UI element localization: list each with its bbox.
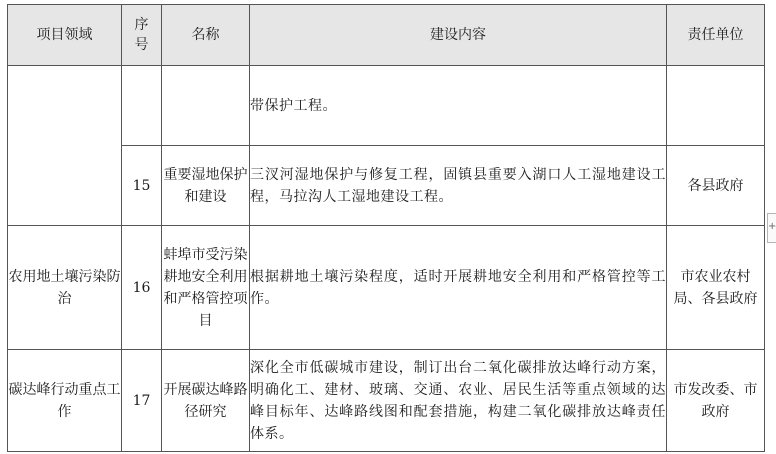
plus-icon: +	[768, 221, 776, 232]
project-content: 根据耕地土壤污染程度，适时开展耕地安全利用和严格管控等工作。	[250, 226, 667, 350]
responsible-unit	[667, 66, 765, 146]
area-cell: 碳达峰行动重点工作	[8, 350, 122, 452]
project-name: 蚌埠市受污染耕地安全利用和严格管控项目	[162, 226, 250, 350]
project-name: 开展碳达峰路径研究	[162, 350, 250, 452]
expand-handle[interactable]	[767, 213, 776, 243]
project-table	[7, 4, 765, 452]
header-area: 项目领域	[8, 5, 122, 66]
header-name: 名称	[162, 5, 250, 66]
row-number: 15	[122, 146, 162, 226]
area-cell	[8, 66, 122, 226]
table-row	[8, 350, 765, 452]
project-content: 深化全市低碳城市建设，制订出台二氧化碳排放达峰行动方案，明确化工、建材、玻璃、交通、农业、居民生活等重点领域的达峰目标年、达峰路线图和配套措施，构建二氧化碳排放达峰责任体系。	[250, 350, 667, 452]
area-cell: 农用地土壤污染防治	[8, 226, 122, 350]
row-number	[122, 66, 162, 146]
header-content: 建设内容	[250, 5, 667, 66]
project-content: 三汊河湿地保护与修复工程，固镇县重要入湖口人工湿地建设工程，马拉沟人工湿地建设工程。	[250, 146, 667, 226]
header-row	[8, 5, 765, 66]
project-name: 重要湿地保护和建设	[162, 146, 250, 226]
table-row	[8, 146, 765, 226]
responsible-unit: 市农业农村局、各县政府	[667, 226, 765, 350]
row-number: 16	[122, 226, 162, 350]
project-content: 带保护工程。	[250, 66, 667, 146]
project-name	[162, 66, 250, 146]
header-no	[122, 5, 162, 66]
responsible-unit: 市发改委、市政府	[667, 350, 765, 452]
table-row	[8, 226, 765, 350]
table-row	[8, 66, 765, 146]
responsible-unit: 各县政府	[667, 146, 765, 226]
row-number: 17	[122, 350, 162, 452]
header-no-text: 序号	[134, 17, 149, 53]
header-unit: 责任单位	[667, 5, 765, 66]
